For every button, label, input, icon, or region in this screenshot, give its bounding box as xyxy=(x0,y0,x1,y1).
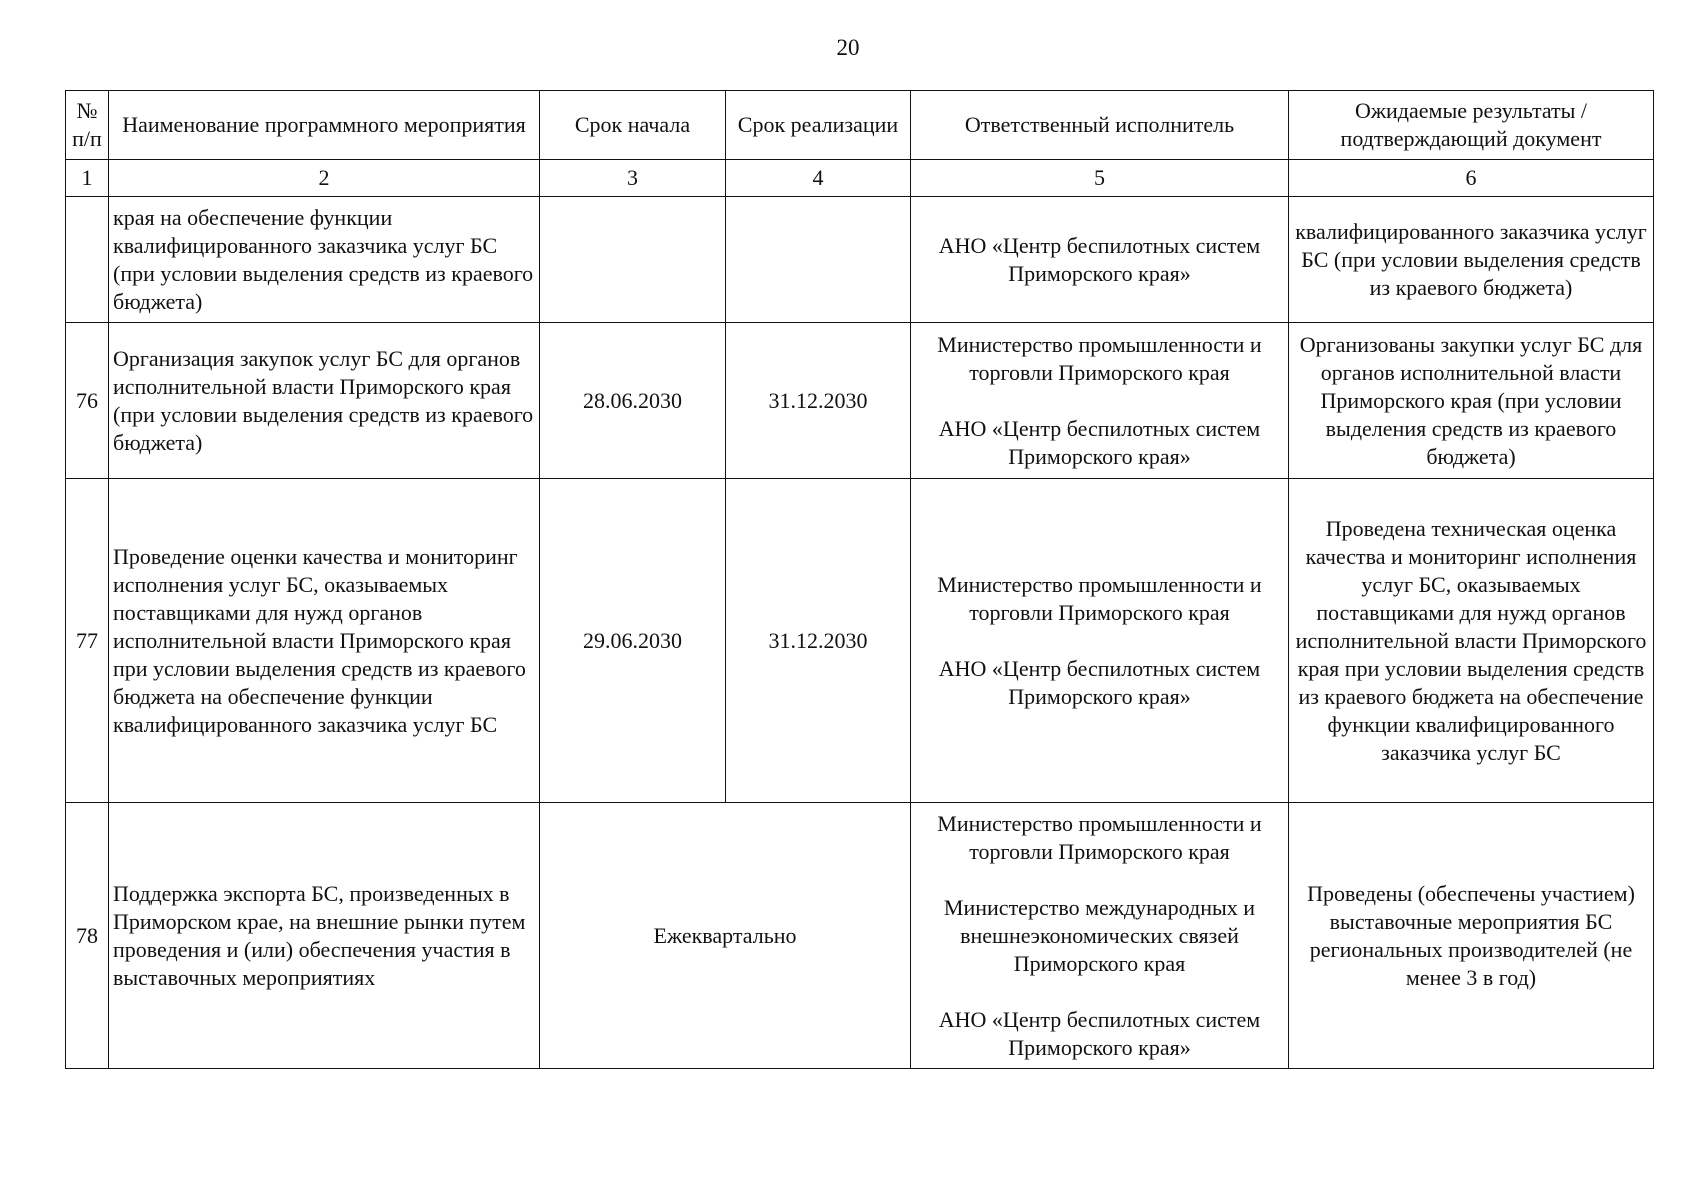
responsible-executor xyxy=(911,803,1289,1069)
responsible-org: Министерство промышленности и торговли Приморского края xyxy=(937,571,1262,625)
table-row xyxy=(66,803,1654,1069)
row-number xyxy=(66,197,109,323)
column-number-row xyxy=(66,160,1654,197)
column-number: 5 xyxy=(911,160,1289,197)
header-start-date: Срок начала xyxy=(540,91,726,160)
responsible-executor xyxy=(911,479,1289,803)
responsible-executor xyxy=(911,323,1289,479)
table-row xyxy=(66,479,1654,803)
implementation-period: Ежеквартально xyxy=(540,803,911,1069)
end-date xyxy=(726,197,911,323)
responsible-org: АНО «Центр беспилотных систем Приморского края» xyxy=(938,655,1261,709)
activity-name: Поддержка экспорта БС, произведенных в Приморском крае, на внешние рынки путем проведения и (или) обеспечения участия в выставочных мероприятиях xyxy=(109,803,540,1069)
program-activities-table xyxy=(65,90,1654,1069)
expected-result: квалифицированного заказчика услуг БС (при условии выделения средств из краевого бюджета) xyxy=(1289,197,1654,323)
table-row xyxy=(66,323,1654,479)
responsible-org: Министерство промышленности и торговли Приморского края xyxy=(937,331,1262,385)
header-activity-name: Наименование программного мероприятия xyxy=(109,91,540,160)
activity-name: края на обеспечение функции квалифицированного заказчика услуг БС (при условии выделения средств из краевого бюджета) xyxy=(109,197,540,323)
header-responsible: Ответственный исполнитель xyxy=(911,91,1289,160)
column-number: 1 xyxy=(66,160,109,197)
start-date: 28.06.2030 xyxy=(540,323,726,479)
row-number: 77 xyxy=(66,479,109,803)
expected-result: Проведена техническая оценка качества и мониторинг исполнения услуг БС, оказываемых поставщиками для нужд органов исполнительной власти Приморского края при условии выделения средств из краевого бюджета на обеспечение функции квалифицированного заказчика услуг БС xyxy=(1289,479,1654,803)
responsible-org: АНО «Центр беспилотных систем Приморского края» xyxy=(938,1006,1261,1060)
header-end-date: Срок реализации xyxy=(726,91,911,160)
end-date: 31.12.2030 xyxy=(726,323,911,479)
start-date xyxy=(540,197,726,323)
column-number: 4 xyxy=(726,160,911,197)
expected-result: Проведены (обеспечены участием) выставочные мероприятия БС региональных производителей (не менее 3 в год) xyxy=(1289,803,1654,1069)
table-row xyxy=(66,197,1654,323)
row-number: 76 xyxy=(66,323,109,479)
responsible-org: Министерство международных и внешнеэкономических связей Приморского края xyxy=(943,894,1256,976)
column-number: 2 xyxy=(109,160,540,197)
activity-name: Организация закупок услуг БС для органов исполнительной власти Приморского края (при условии выделения средств из краевого бюджета) xyxy=(109,323,540,479)
responsible-org: Министерство промышленности и торговли Приморского края xyxy=(937,810,1262,864)
table-header-row xyxy=(66,91,1654,160)
start-date: 29.06.2030 xyxy=(540,479,726,803)
expected-result: Организованы закупки услуг БС для органов исполнительной власти Приморского края (при условии выделения средств из краевого бюджета) xyxy=(1289,323,1654,479)
page-number: 20 xyxy=(836,35,860,60)
end-date: 31.12.2030 xyxy=(726,479,911,803)
header-expected-results: Ожидаемые результаты / подтверждающий документ xyxy=(1289,91,1654,160)
row-number: 78 xyxy=(66,803,109,1069)
responsible-executor xyxy=(911,197,1289,323)
responsible-org: АНО «Центр беспилотных систем Приморского края» xyxy=(938,232,1261,286)
column-number: 3 xyxy=(540,160,726,197)
responsible-org: АНО «Центр беспилотных систем Приморского края» xyxy=(938,415,1261,469)
header-number: № п/п xyxy=(66,91,109,160)
column-number: 6 xyxy=(1289,160,1654,197)
activity-name: Проведение оценки качества и мониторинг исполнения услуг БС, оказываемых поставщиками для нужд органов исполнительной власти Приморского края при условии выделения средств из краевого бюджета на обеспечение функции квалифицированного заказчика услуг БС xyxy=(109,479,540,803)
